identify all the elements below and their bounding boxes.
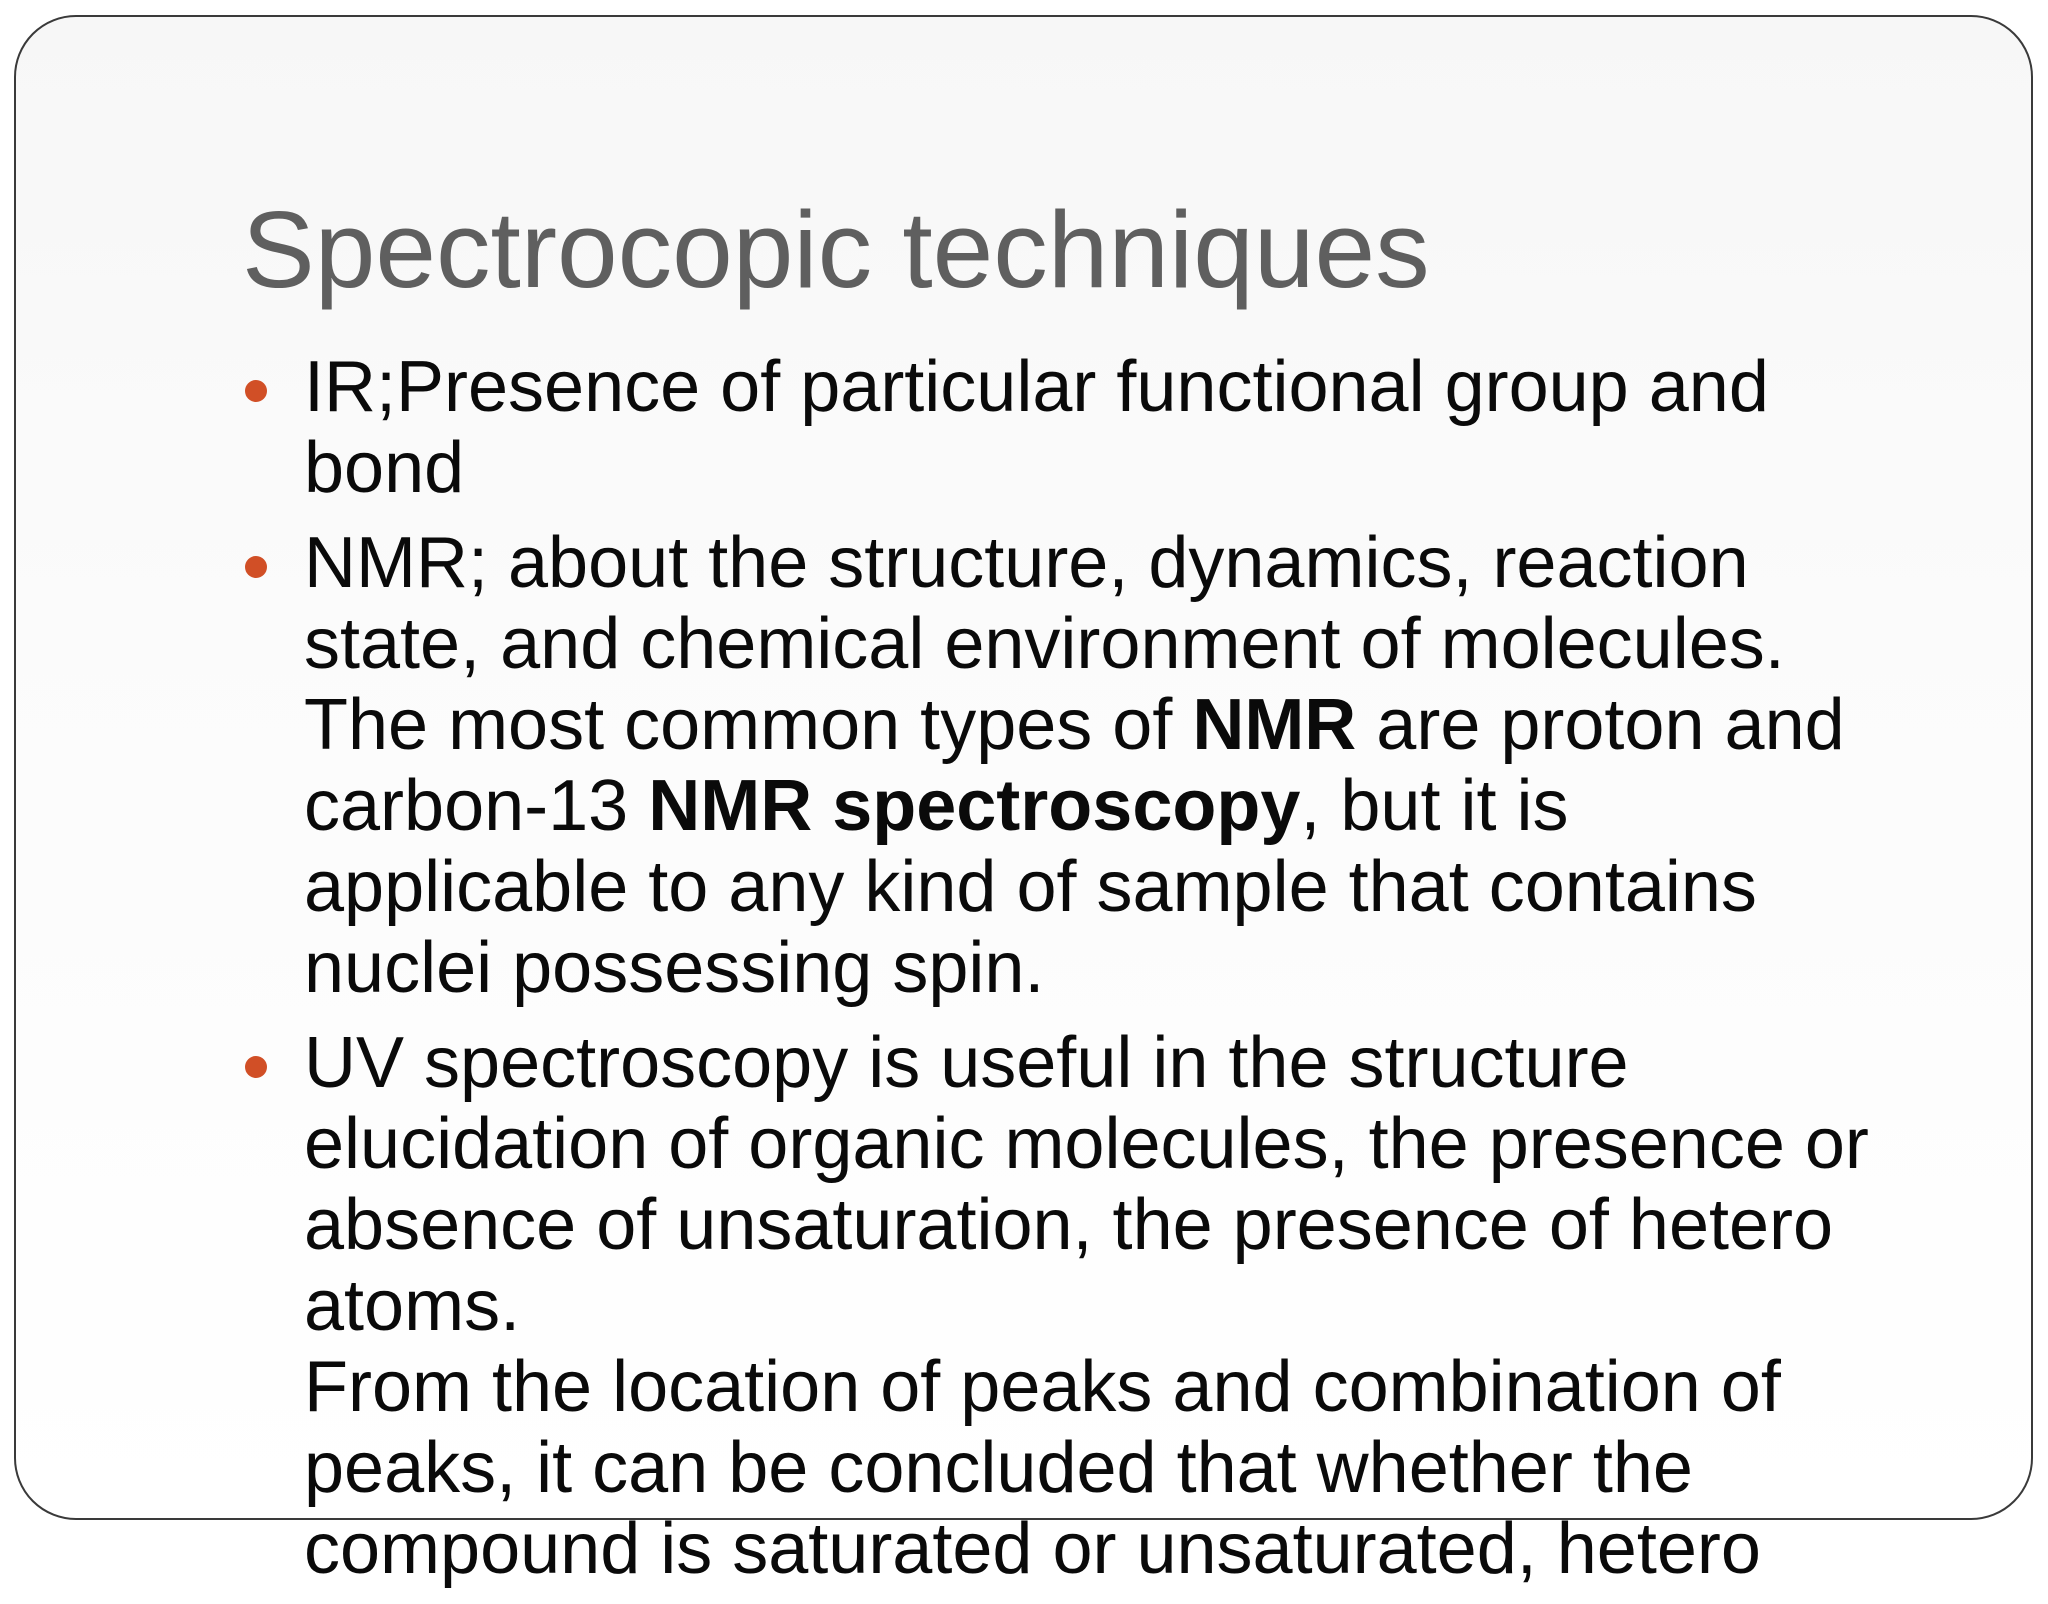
bullet-item-uv xyxy=(242,1023,1962,1590)
bullet-line: From the location of peaks and combination of xyxy=(304,1347,1781,1427)
bullet-line: carbon-13 NMR spectroscopy, but it is xyxy=(304,766,1569,846)
slide-content xyxy=(242,347,1962,1604)
bold-term: NMR spectroscopy xyxy=(648,766,1301,846)
bullet-dot-icon xyxy=(245,380,267,402)
bullet-line: IR;Presence of particular functional group and xyxy=(304,347,1769,427)
bullet-line: atoms. xyxy=(304,1266,521,1346)
bullet-line: UV spectroscopy is useful in the structure xyxy=(304,1023,1629,1103)
bullet-line: state, and chemical environment of molecules. xyxy=(304,604,1785,684)
bullet-dot-icon xyxy=(245,556,267,578)
bullet-item-ir xyxy=(242,347,1962,509)
slide-frame xyxy=(14,15,2033,1589)
bullet-line: bond xyxy=(304,428,465,508)
bullet-line: nuclei possessing spin. xyxy=(304,928,1045,1008)
bullet-line: The most common types of NMR are proton and xyxy=(304,685,1845,765)
bullet-line: elucidation of organic molecules, the presence or xyxy=(304,1104,1869,1184)
bullet-line: NMR; about the structure, dynamics, reaction xyxy=(304,523,1749,603)
slide-title: Spectrocopic techniques xyxy=(242,189,1430,311)
bullet-line: compound is saturated or unsaturated, hetero xyxy=(304,1509,1761,1589)
bullet-line: peaks, it can be concluded that whether the xyxy=(304,1428,1693,1508)
bullet-dot-icon xyxy=(245,1056,267,1078)
bullet-line: absence of unsaturation, the presence of hetero xyxy=(304,1185,1834,1265)
bold-term: NMR xyxy=(1192,685,1357,765)
bullet-line: applicable to any kind of sample that contains xyxy=(304,847,1757,927)
bullet-item-nmr xyxy=(242,523,1962,1009)
